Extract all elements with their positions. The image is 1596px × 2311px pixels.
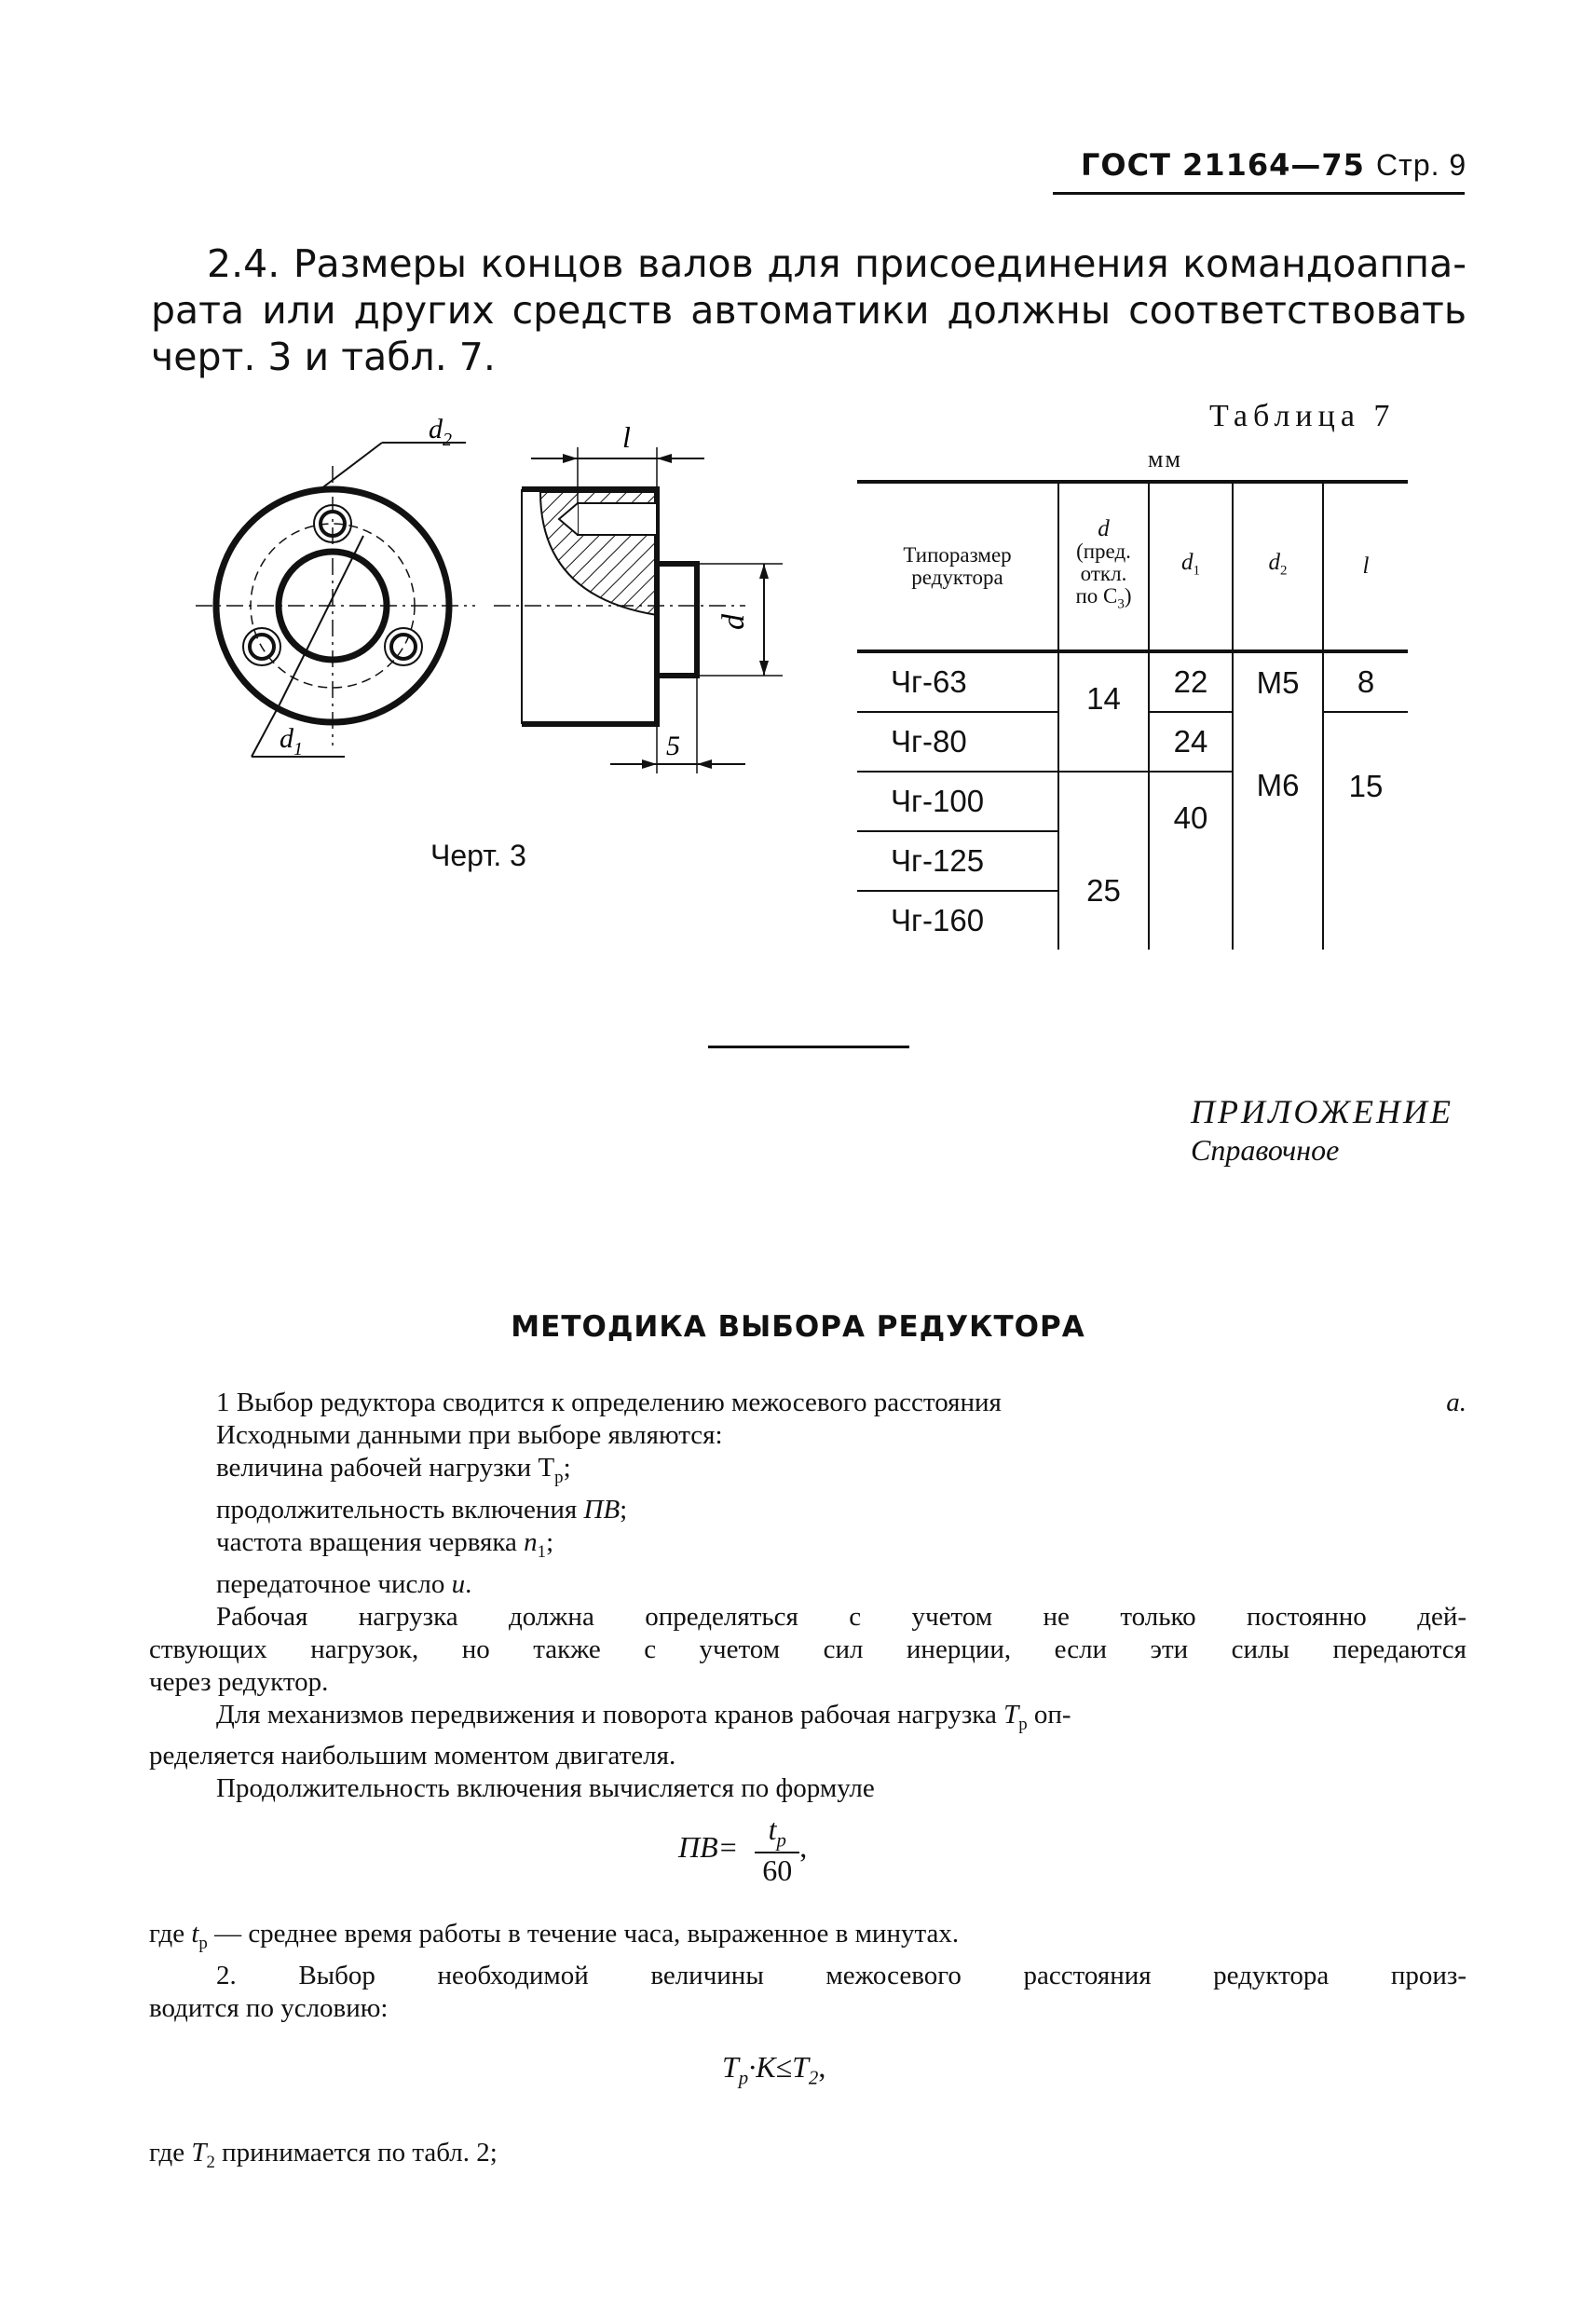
text-span: ; (563, 1453, 571, 1483)
text-span: продолжительность включения (216, 1494, 584, 1525)
header-l (1323, 482, 1408, 651)
text-span: где (149, 2138, 192, 2167)
header-d2 (1233, 482, 1323, 651)
numerator (755, 1812, 799, 1852)
label-d2: $d_2$ (429, 414, 452, 450)
table-caption: Таблица 7 (1209, 399, 1396, 433)
text-line: 2. Выбор необходимой величины межосевого расстояния редуктора произ- (216, 1960, 1466, 1990)
header-size (857, 482, 1058, 651)
header-text: 3 (1117, 596, 1125, 612)
method-body (149, 1387, 1466, 1805)
header-text: откл. (1080, 561, 1127, 585)
text-line (216, 1387, 1466, 1419)
method-body-2 (149, 1918, 1466, 2025)
label-d: d (716, 614, 751, 630)
text-span: Для механизмов передвижения и поворота кранов рабочая нагрузка (216, 1699, 997, 1730)
threaded-hole (385, 628, 422, 665)
header-text: 1 (1193, 563, 1200, 579)
header-text: ) (1124, 583, 1132, 608)
header-rule (1053, 192, 1465, 195)
section-divider (708, 1046, 909, 1048)
text-span: T (191, 2138, 207, 2167)
text-span: р (1018, 1714, 1028, 1734)
fraction (755, 1812, 799, 1888)
formula-text: t (768, 1812, 777, 1846)
formula-text: р (776, 1829, 786, 1852)
appendix-subtitle: Справочное (1191, 1133, 1340, 1167)
standard-number: ГОСТ 21164—75 (1081, 147, 1365, 183)
method-title: МЕТОДИКА ВЫБОРА РЕДУКТОРА (511, 1310, 1085, 1344)
cell-size: Чг-63 (857, 651, 1058, 712)
cell-size: Чг-160 (891, 903, 985, 937)
table-row (857, 651, 1408, 712)
text-line: Продолжительность включения вычисляется по формуле (216, 1773, 875, 1804)
text-span: T (1003, 1699, 1019, 1730)
text-span: a. (1446, 1388, 1466, 1417)
formula-condition (722, 2050, 825, 2089)
label-5: 5 (666, 731, 680, 761)
text-span: — среднее время работы в течение часа, выраженное в минутах. (207, 1919, 960, 1949)
text-line: 2.4. Размеры концов валов для присоединения командоаппа- (207, 241, 1466, 286)
formula-text: , (799, 1830, 808, 1865)
text-line (216, 1494, 1466, 1526)
text-span: принимается по табл. 2; (214, 2138, 498, 2167)
header-text: (пред. (1076, 539, 1131, 563)
label-d1: $d_1$ (280, 723, 303, 759)
side-view (494, 420, 783, 773)
header-text: d (1181, 549, 1194, 575)
denominator: 60 (755, 1852, 799, 1888)
text-span: где (149, 1919, 192, 1949)
text-line: Рабочая нагрузка должна определяться с учетом не только постоянно дей- (216, 1601, 1466, 1632)
table-unit: мм (1148, 445, 1182, 472)
text-span: передаточное число (216, 1568, 452, 1599)
front-view (196, 414, 475, 759)
text-span: р (554, 1467, 564, 1487)
cell-l: 8 (1323, 651, 1408, 712)
text-line: черт. 3 и табл. 7. (151, 335, 496, 379)
cell-d1: 40 (1149, 772, 1233, 950)
formula-text: р (738, 2067, 749, 2089)
formula-pv (678, 1812, 807, 1888)
header-d1 (1149, 482, 1233, 651)
text-line (216, 1699, 1466, 1741)
text-span: 1 (537, 1541, 547, 1562)
text-span: u (451, 1568, 466, 1599)
header-text: Типоразмер (903, 543, 1012, 567)
cell-size: Чг-125 (857, 831, 1058, 891)
header-text: 2 (1280, 563, 1288, 579)
header-text: d (1268, 549, 1281, 575)
text-line: ределяется наибольшим моментом двигателя. (149, 1741, 676, 1771)
page-header (1081, 147, 1466, 183)
appendix-title: ПРИЛОЖЕНИЕ (1191, 1093, 1453, 1130)
shaft-end-drawing (186, 410, 751, 801)
text-line (216, 1526, 1466, 1568)
cell-d2: M6 (1233, 712, 1323, 950)
cell-d (1058, 651, 1149, 831)
header-text: по C (1075, 583, 1118, 608)
text-span: t (191, 1919, 199, 1949)
formula-text: ·K≤T (748, 2050, 809, 2084)
text-span: 2 (206, 2152, 215, 2172)
header-text: l (1362, 554, 1370, 579)
text-line (149, 2138, 498, 2173)
leader-d1 (280, 536, 363, 704)
leader-d1 (252, 704, 280, 757)
text-line: Исходными данными при выборе являются: (216, 1420, 723, 1450)
text-line: водится по условию: (149, 1992, 389, 2023)
text-span: р (198, 1933, 208, 1953)
threaded-hole (314, 505, 351, 542)
label-l: l (622, 420, 631, 454)
cell-size: Чг-100 (857, 772, 1058, 831)
formula-text: T (722, 2050, 739, 2084)
drawing-caption: Черт. 3 (430, 839, 526, 872)
header-text: редуктора (911, 566, 1003, 589)
text-span: 1 Выбор редуктора сводится к определению межосевого расстояния (216, 1388, 1002, 1417)
text-span: n (524, 1526, 538, 1557)
header-text: d (1098, 515, 1110, 541)
text-span: ; (620, 1494, 628, 1525)
text-line (216, 1568, 1466, 1601)
text-line: через редуктор. (149, 1666, 329, 1697)
cell-value: 14 (1086, 681, 1121, 716)
text-span: . (465, 1568, 472, 1599)
table-header-row (857, 482, 1408, 651)
cell-d1: 24 (1149, 712, 1233, 772)
text-span: оп- (1027, 1699, 1071, 1730)
text-line (216, 1452, 1466, 1494)
text-span: величина рабочей нагрузки T (216, 1453, 555, 1483)
text-span: ; (546, 1526, 554, 1557)
cell-d1: 22 (1149, 651, 1233, 712)
table-7 (857, 480, 1408, 950)
formula-text: 2 (808, 2067, 819, 2089)
text-span: частота вращения червяка (216, 1526, 525, 1557)
shaft-end (657, 564, 697, 676)
text-line (149, 1918, 1466, 1960)
text-line: ствующих нагрузок, но также с учетом сил инерции, если эти силы передаются (149, 1634, 1466, 1664)
cell-l: 15 (1323, 712, 1408, 950)
text-span: ПВ (583, 1494, 621, 1525)
text-line: рата или других средств автоматики должны соответствовать (151, 288, 1466, 333)
cell-d2: M5 (1233, 651, 1323, 712)
section-2-4 (151, 240, 1466, 380)
threaded-bore (578, 503, 657, 535)
formula-lhs: ПВ= (678, 1830, 739, 1865)
leader-d2 (317, 443, 382, 492)
formula-text: , (818, 2050, 826, 2084)
page-number: Стр. 9 (1376, 148, 1467, 182)
cell-d: 25 (1058, 831, 1149, 950)
cell-size: Чг-80 (857, 712, 1058, 772)
header-d (1058, 482, 1149, 651)
